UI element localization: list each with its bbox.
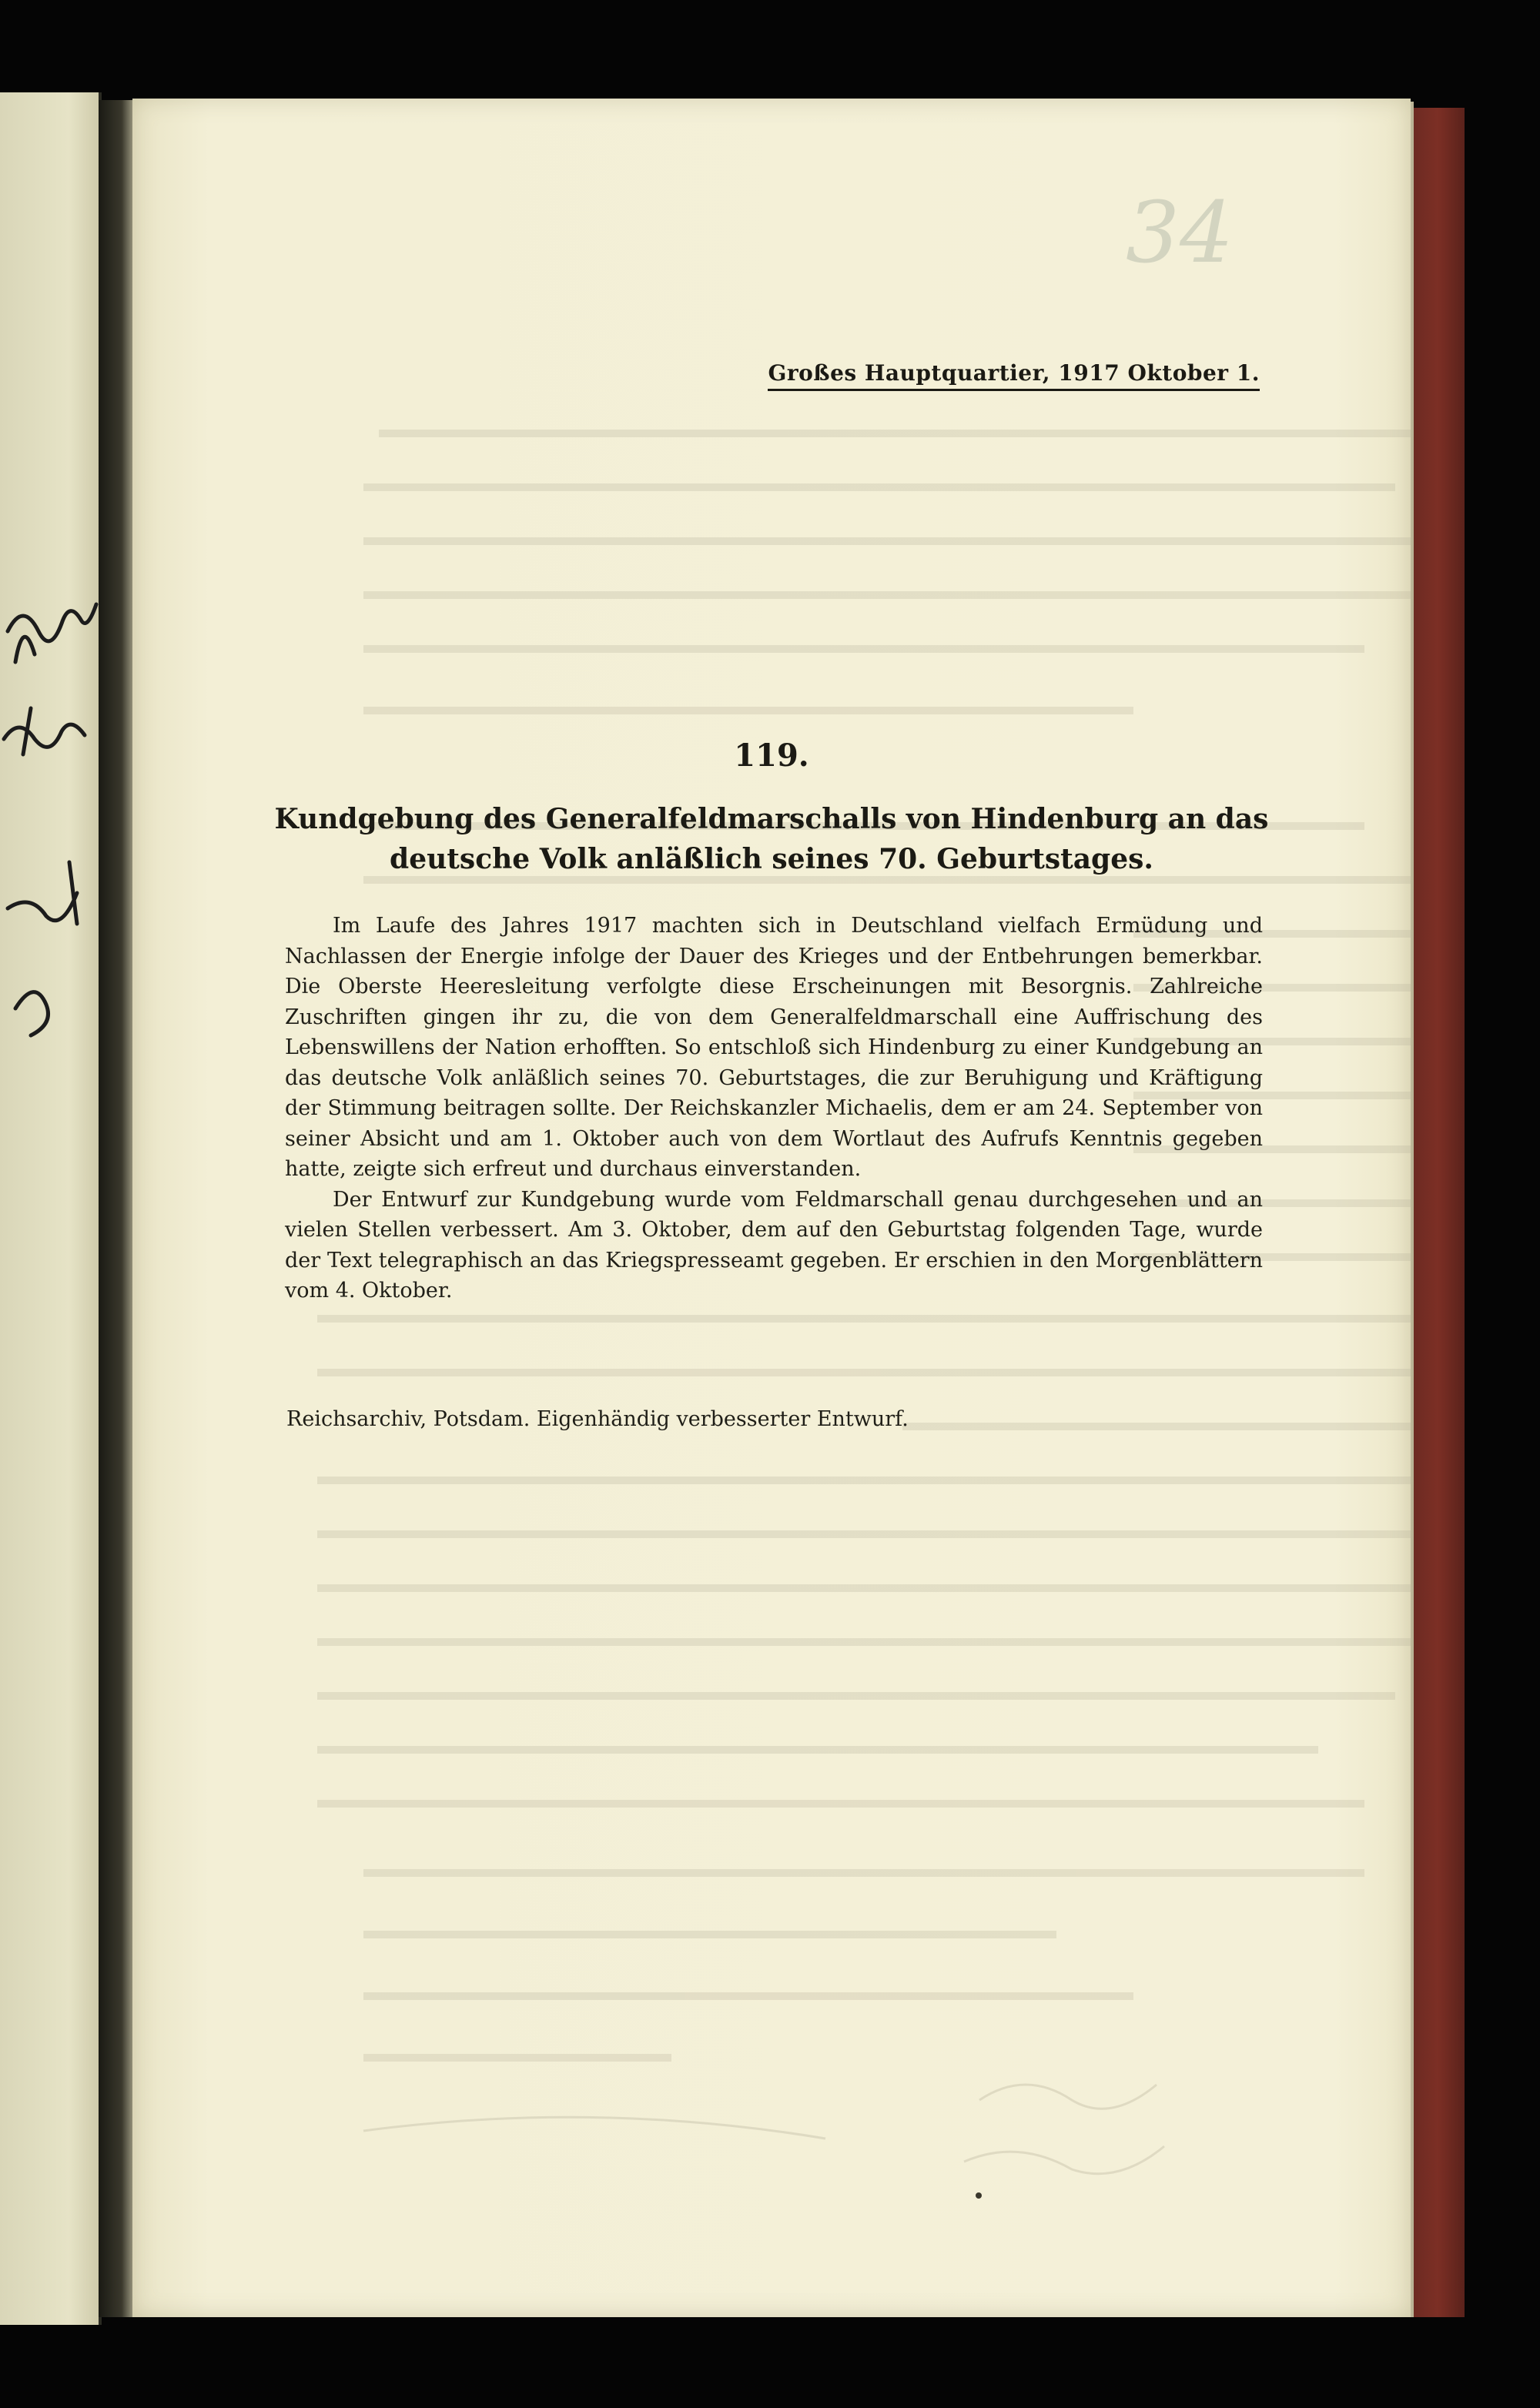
paper-speck (976, 2192, 982, 2199)
document-body (285, 911, 1263, 1306)
document-number: 119. (734, 737, 809, 774)
book-gutter (99, 100, 137, 2317)
body-paragraph: Der Entwurf zur Kundgebung wurde vom Feldmarschall genau durchgesehen und an vielen Stellen verbessert. Am 3. Oktober, dem auf den Geburtstag folgenden Tage, wurde der Text telegraphisch an das Kriegspresseamt gegeben. Er erschien in den Morgenblättern vom 4. Oktober. (285, 1187, 1263, 1303)
document-title: Kundgebung des Generalfeldmarschalls von Hindenburg an das deutsche Volk anläßlich seines 70. Geburtstages. (274, 803, 1269, 875)
book-cover-edge (1411, 108, 1465, 2317)
body-paragraph: Im Laufe des Jahres 1917 machten sich in Deutschland vielfach Ermüdung und Nachlassen der Energie infolge der Dauer des Krieges und der Entbehrungen bemerkbar. Die Oberste Heeresleitung verfolgte diese Erscheinungen mit Besorgnis. Zahlreiche Zuschriften gingen ihr zu, die von dem Generalfeldmarschall eine Auffrischung des Lebenswillens der Nation erhofften. So entschloß sich Hindenburg zu einer Kundgebung an das deutsche Volk anläßlich seines 70. Geburtstages, die zur Beruhigung und Kräftigung der Stimmung beitragen sollte. Der Reichskanzler Michaelis, dem er am 24. September von seiner Absicht und am 1. Oktober auch von dem Wortlaut des Aufrufs Kenntnis gegeben hatte, zeigte sich erfreut und durchaus einverstanden. (285, 914, 1263, 1181)
source-note: Reichsarchiv, Potsdam. Eigenhändig verbesserter Entwurf. (286, 1407, 909, 1431)
folio-mark: 34 (1126, 183, 1234, 282)
previous-page-edge (0, 92, 102, 2325)
handwriting-fragment-icon (0, 92, 99, 2325)
place-date-header: Großes Hauptquartier, 1917 Oktober 1. (768, 360, 1260, 391)
document-page (132, 99, 1411, 2317)
